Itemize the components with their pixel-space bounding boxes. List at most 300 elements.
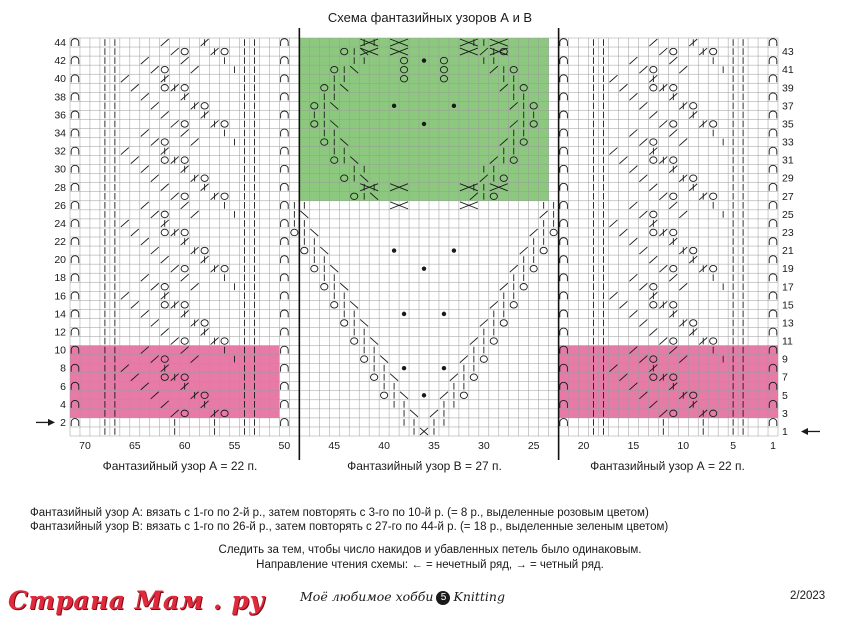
row-number-left: 6 [60,380,66,393]
k2tog-symbol [121,292,129,299]
k2tog-symbol [191,283,199,290]
k2tog-symbol [171,193,179,200]
k2tog-symbol [629,166,637,173]
yarn-over-symbol [550,229,557,236]
slip-stitch-symbol [281,147,289,154]
slip-stitch-symbol [769,201,777,208]
column-number: 45 [328,440,341,452]
k2tog-symbol [151,319,159,326]
slip-stitch-symbol [281,328,289,335]
k2tog-symbol [649,256,657,263]
ssk-symbol [370,338,378,345]
slip-stitch-symbol [71,39,79,46]
k2tog-symbol [440,392,448,399]
slip-stitch-symbol [560,129,568,136]
k2tog-symbol [460,356,468,363]
k2tog-symbol [669,57,677,64]
yarn-over-symbol [540,247,547,254]
yarn-over-symbol [181,157,188,164]
k2tog-symbol [679,211,687,218]
slip-stitch-symbol [71,183,79,190]
slip-stitch-symbol [281,292,289,299]
row-number-left: 34 [54,127,66,140]
k2tog-symbol [131,84,139,91]
k2tog-symbol [450,374,458,381]
k2tog-symbol [151,102,159,109]
row-number-right: 39 [782,82,794,95]
k2tog-symbol [121,75,129,82]
slip-stitch-symbol [769,75,777,82]
row-number-right: 17 [782,281,794,294]
k2tog-symbol [121,148,129,155]
slip-stitch-symbol [71,419,79,426]
yarn-over-symbol [480,356,487,363]
k2tog-symbol [669,274,677,281]
yarn-over-symbol [221,193,228,200]
k2tog-symbol [649,328,657,335]
yarn-over-symbol [650,139,657,146]
column-number: 15 [627,440,640,452]
ssk-symbol [340,283,348,290]
slip-stitch-symbol [769,256,777,263]
row-number-left: 20 [54,254,66,267]
yarn-over-symbol [650,211,657,218]
k2tog-symbol [181,57,189,64]
row-number-left: 28 [54,181,66,194]
slip-stitch-symbol [769,328,777,335]
k2tog-symbol [609,75,617,82]
yarn-over-symbol [690,320,697,327]
yarn-over-symbol [690,247,697,254]
slip-stitch-symbol [769,419,777,426]
slip-stitch-symbol [560,220,568,227]
yarn-over-symbol [291,229,298,236]
row-number-right: 9 [782,353,788,366]
k2tog-symbol [659,265,667,272]
magazine-credit [300,589,505,605]
yarn-over-symbol [650,66,657,73]
row-number-left: 40 [54,73,66,86]
ssk-symbol [380,356,388,363]
row-number-right: 21 [782,245,794,258]
slip-stitch-symbol [560,419,568,426]
row-number-right: 33 [782,136,794,149]
k2tog-symbol [609,220,617,227]
k2tog-symbol [141,274,149,281]
k2tog-symbol [500,283,508,290]
yarn-over-symbol [161,139,168,146]
k2tog-symbol [619,229,627,236]
k2tog-symbol [490,301,498,308]
yarn-over-symbol [181,265,188,272]
yarn-over-symbol [490,338,497,345]
slip-stitch-symbol [769,57,777,64]
slip-stitch-symbol [560,147,568,154]
row-number-left: 42 [54,55,66,68]
k2tog-symbol [181,202,189,209]
yarn-over-symbol [530,265,537,272]
column-number: 40 [378,440,390,452]
yarn-over-symbol [710,193,717,200]
yarn-over-symbol [670,338,677,345]
yarn-over-symbol [371,374,378,381]
k2tog-symbol [141,93,149,100]
row-number-right: 3 [782,407,788,420]
column-number: 55 [228,440,241,452]
ssk-symbol [410,410,418,417]
ssk-symbol [300,211,308,218]
k2tog-symbol [639,139,647,146]
yarn-over-symbol [181,302,188,309]
pattern-a-note: Фантазийный узор А: вязать с 1-го по 2-й р., затем повторять с 3-го по 10-й р. (= 8 р., выделенные розовым цветом) [30,507,649,519]
bobble-symbol [402,366,406,370]
yarn-over-symbol [161,157,168,164]
slip-stitch-symbol [560,93,568,100]
ssk-symbol [350,301,358,308]
row-number-right: 31 [782,154,794,167]
bobble-symbol [392,104,396,108]
bobble-symbol [442,366,446,370]
reading-direction-note: Направление чтения схемы: ← = нечетный ряд, → = четный ряд. [256,559,604,571]
slip-stitch-symbol [281,400,289,407]
odd-row-arrow-head [801,428,808,435]
slip-stitch-symbol [71,75,79,82]
slip-stitch-symbol [71,328,79,335]
k2tog-symbol [649,184,657,191]
row-number-right: 29 [782,172,794,185]
column-number: 60 [178,440,191,452]
k2tog-symbol [191,66,199,73]
yarn-over-symbol [510,302,517,309]
yarn-over-symbol [361,356,368,363]
k2tog-symbol [161,184,169,191]
k2tog-symbol [480,319,488,326]
row-number-right: 1 [782,425,788,438]
row-number-left: 32 [54,145,66,158]
slip-stitch-symbol [71,274,79,281]
issue-date: 2/2023 [790,590,826,602]
slip-stitch-symbol [769,274,777,281]
row-number-left: 8 [60,362,66,375]
slip-stitch-symbol [560,75,568,82]
slip-stitch-symbol [281,183,289,190]
magazine-suffix: Knitting [453,589,505,604]
yarn-over-symbol [321,283,328,290]
k2tog-symbol [131,301,139,308]
row-number-left: 22 [54,236,66,249]
yarn-over-symbol [221,48,228,55]
yarn-over-symbol [670,193,677,200]
k2tog-symbol [639,66,647,73]
row-number-left: 24 [54,217,66,230]
slip-stitch-symbol [281,382,289,389]
k2tog-symbol [151,283,159,290]
k2tog-symbol [181,129,189,136]
k2tog-symbol [629,129,637,136]
k2tog-symbol [530,229,538,236]
yarn-over-symbol [670,265,677,272]
k2tog-symbol [191,211,199,218]
yarn-over-symbol [221,265,228,272]
k2tog-symbol [639,211,647,218]
slip-stitch-symbol [560,238,568,245]
yarn-over-symbol [161,84,168,91]
k2tog-symbol [639,319,647,326]
row-number-right: 19 [782,263,794,276]
k2tog-symbol [121,220,129,227]
slip-stitch-symbol [769,93,777,100]
k2tog-symbol [171,48,179,55]
column-number: 1 [770,440,776,452]
k2tog-symbol [430,410,438,417]
k2tog-symbol [619,301,627,308]
yarn-over-symbol [161,283,168,290]
k2tog-symbol [639,283,647,290]
row-number-right: 43 [782,46,794,59]
slip-stitch-symbol [769,111,777,118]
bobble-symbol [452,104,456,108]
row-number-right: 15 [782,299,794,312]
k2tog-symbol [161,328,169,335]
k2tog-symbol [141,166,149,173]
row-number-left: 4 [60,398,66,411]
row-number-left: 16 [54,290,66,303]
k2tog-symbol [639,175,647,182]
k2tog-symbol [679,283,687,290]
slip-stitch-symbol [281,220,289,227]
k2tog-symbol [639,102,647,109]
yarn-over-symbol [331,302,338,309]
slip-stitch-symbol [71,111,79,118]
column-number: 20 [577,440,590,452]
yarn-over-symbol [201,247,208,254]
yarn-over-symbol [690,103,697,110]
yarn-over-symbol [181,338,188,345]
row-number-left: 14 [54,308,66,321]
k2tog-symbol [629,57,637,64]
k2tog-symbol [629,202,637,209]
row-number-left: 18 [54,272,66,285]
yarn-over-symbol [670,121,677,128]
yarn-over-symbol [650,84,657,91]
row-number-left: 10 [54,344,66,357]
k2tog-symbol [171,338,179,345]
k2tog-symbol [151,66,159,73]
slip-stitch-symbol [560,274,568,281]
yarn-over-symbol [181,48,188,55]
column-number: 70 [79,440,91,452]
k2tog-symbol [151,175,159,182]
ssk-symbol [330,265,338,272]
slip-stitch-symbol [281,364,289,371]
column-number: 35 [428,440,440,452]
k2tog-symbol [609,292,617,299]
slip-stitch-symbol [281,346,289,353]
issue-number-badge: 5 [436,591,450,605]
yarn-over-symbol [710,338,717,345]
k2tog-symbol [679,139,687,146]
slip-stitch-symbol [71,220,79,227]
yarn-over-symbol [161,302,168,309]
pattern-a-left-label: Фантазийный узор А = 22 п. [102,459,258,473]
yarn-over-symbol [201,103,208,110]
slip-stitch-symbol [769,165,777,172]
slip-stitch-symbol [71,147,79,154]
column-number: 50 [278,440,291,452]
yarn-over-symbol [670,302,677,309]
bobble-symbol [422,58,426,62]
row-number-left: 12 [54,326,66,339]
yarn-over-symbol [710,48,717,55]
slip-stitch-symbol [769,129,777,136]
yarn-over-symbol [351,338,358,345]
slip-stitch-symbol [71,57,79,64]
yarn-over-symbol [670,84,677,91]
row-number-left: 26 [54,199,66,212]
row-number-right: 35 [782,118,794,131]
slip-stitch-symbol [769,310,777,317]
slip-stitch-symbol [560,328,568,335]
yarn-over-symbol [670,157,677,164]
k2tog-symbol [171,120,179,127]
slip-stitch-symbol [560,183,568,190]
k2tog-symbol [161,39,169,46]
slip-stitch-symbol [560,256,568,263]
slip-stitch-symbol [281,129,289,136]
k2tog-symbol [470,338,478,345]
k2tog-symbol [669,202,677,209]
slip-stitch-symbol [71,238,79,245]
slip-stitch-symbol [71,292,79,299]
bobble-symbol [392,248,396,252]
chart-title: Схема фантазийных узоров А и В [327,10,533,25]
k2tog-symbol [659,193,667,200]
k2tog-symbol [629,310,637,317]
k2tog-symbol [151,211,159,218]
k2tog-symbol [609,148,617,155]
ssk-symbol [320,247,328,254]
yarn-over-symbol [221,338,228,345]
k2tog-symbol [161,256,169,263]
yarn-over-symbol [650,302,657,309]
k2tog-symbol [141,129,149,136]
slip-stitch-symbol [560,165,568,172]
row-number-right: 5 [782,389,788,402]
k2tog-symbol [520,247,528,254]
slip-stitch-symbol [71,201,79,208]
k2tog-symbol [141,238,149,245]
slip-stitch-symbol [560,111,568,118]
yarn-over-symbol [670,48,677,55]
k2tog-symbol [191,139,199,146]
slip-stitch-symbol [281,274,289,281]
slip-stitch-symbol [769,220,777,227]
k2tog-symbol [659,338,667,345]
bobble-symbol [452,248,456,252]
column-number: 10 [677,440,690,452]
k2tog-symbol [629,238,637,245]
slip-stitch-symbol [281,39,289,46]
row-number-right: 25 [782,208,794,221]
row-number-right: 23 [782,226,794,239]
ssk-symbol [360,319,368,326]
yarn-over-symbol [181,84,188,91]
yarn-over-symbol [650,283,657,290]
k2tog-symbol [141,202,149,209]
row-number-left: 2 [60,416,66,429]
yarn-over-symbol [201,320,208,327]
column-number: 65 [128,440,141,452]
slip-stitch-symbol [281,419,289,426]
row-number-left: 30 [54,163,66,176]
slip-stitch-symbol [281,201,289,208]
slip-stitch-symbol [71,310,79,317]
slip-stitch-symbol [560,292,568,299]
k2tog-symbol [629,93,637,100]
slip-stitch-symbol [560,201,568,208]
slip-stitch-symbol [769,147,777,154]
slip-stitch-symbol [281,57,289,64]
yarn-over-symbol [161,229,168,236]
slip-stitch-symbol [71,256,79,263]
yarn-over-symbol [161,211,168,218]
bobble-symbol [402,312,406,316]
k2tog-symbol [151,247,159,254]
slip-stitch-symbol [71,93,79,100]
k2tog-symbol [679,66,687,73]
k2tog-symbol [639,247,647,254]
k2tog-symbol [669,129,677,136]
k2tog-symbol [659,120,667,127]
yarn-over-symbol [690,175,697,182]
row-number-left: 36 [54,109,66,122]
row-number-right: 13 [782,317,794,330]
slip-stitch-symbol [560,310,568,317]
yarn-over-symbol [650,229,657,236]
yarn-over-symbol [181,193,188,200]
k2tog-symbol [151,139,159,146]
yarn-over-symbol [710,121,717,128]
row-number-right: 27 [782,190,794,203]
column-number: 25 [527,440,540,452]
k2tog-symbol [171,265,179,272]
row-number-right: 11 [782,335,793,348]
k2tog-symbol [131,157,139,164]
ssk-symbol [310,229,318,236]
slip-stitch-symbol [281,256,289,263]
k2tog-symbol [131,229,139,236]
check-note: Следить за тем, чтобы число накидов и убавленных петель было одинаковым. [218,544,642,556]
yarn-over-symbol [470,374,477,381]
site-logo: Страна Мам . ру [8,586,265,615]
yarn-over-symbol [520,283,527,290]
yarn-over-symbol [201,175,208,182]
k2tog-symbol [659,48,667,55]
column-number: 5 [730,440,737,452]
slip-stitch-symbol [560,39,568,46]
slip-stitch-symbol [281,93,289,100]
k2tog-symbol [161,111,169,118]
row-number-right: 41 [782,64,794,77]
slip-stitch-symbol [281,165,289,172]
row-number-right: 7 [782,371,788,384]
slip-stitch-symbol [281,238,289,245]
k2tog-symbol [649,111,657,118]
slip-stitch-symbol [769,39,777,46]
row-number-left: 44 [54,37,66,50]
row-number-right: 37 [782,100,794,113]
bobble-symbol [442,312,446,316]
